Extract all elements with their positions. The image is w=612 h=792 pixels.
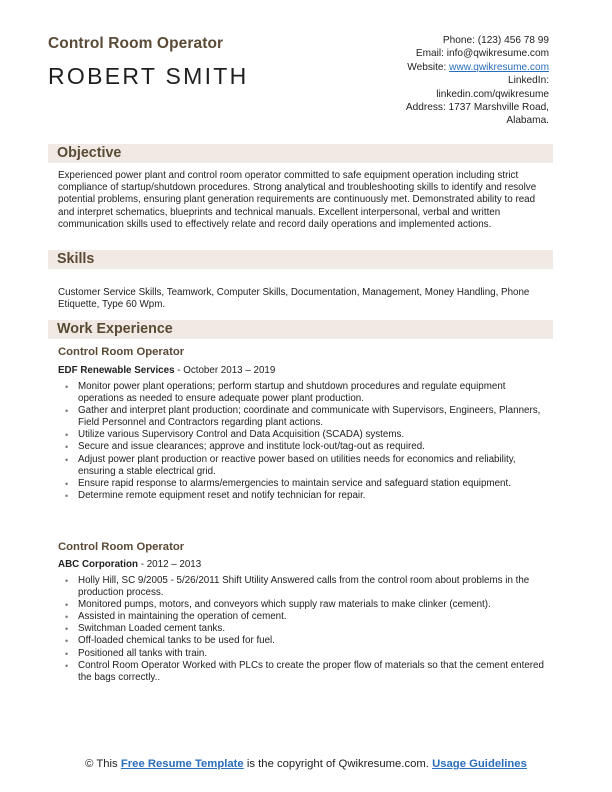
person-name: ROBERT SMITH (48, 63, 249, 89)
section-skills (48, 250, 553, 269)
list-item (64, 611, 544, 623)
job-2-dates: - 2012 – 2013 (138, 559, 202, 570)
bullet-icon: • (65, 382, 69, 392)
bullet-text: Secure and issue clearances; approve and institute lock-out/tag-out as required. (78, 441, 425, 453)
job-1-company: EDF Renewable Services (58, 365, 175, 376)
section-skills-heading: Skills (57, 251, 95, 267)
bullet-text: Positioned all tanks with train. (78, 647, 208, 659)
contact-linkedin-value: linkedin.com/qwikresume (436, 88, 549, 100)
bullet-text: Holly Hill, SC 9/2005 - 5/26/2011 Shift Utility Answered calls from the control room about problems in the production process. (78, 575, 530, 599)
footer-copyright: © This (85, 758, 121, 770)
bullet-text: Monitored pumps, motors, and conveyors which supply raw materials to make clinker (cement). (78, 599, 491, 611)
job-1-bullets (64, 381, 544, 502)
job-1-title: Control Room Operator (58, 346, 185, 358)
list-item (64, 599, 544, 611)
bullet-icon: • (65, 576, 69, 586)
list-item (64, 454, 544, 478)
bullet-icon: • (65, 442, 69, 453)
contact-phone: Phone: (123) 456 78 99 (442, 35, 549, 46)
section-work-experience (48, 320, 553, 339)
list-item (64, 660, 544, 684)
bullet-icon: • (65, 406, 69, 417)
job-2-company-line (58, 559, 201, 570)
job-2-company: ABC Corporation (58, 559, 139, 570)
contact-linkedin-label: LinkedIn: (508, 75, 549, 87)
bullet-text: Switchman Loaded cement tanks. (78, 623, 226, 635)
website-link[interactable]: www.qwikresume.com (449, 61, 549, 73)
bullet-icon: • (65, 636, 69, 647)
bullet-text: Ensure rapid response to alarms/emergencies to maintain service and safeguard station equipment. (78, 477, 511, 489)
job-1-dates: - October 2013 – 2019 (174, 365, 276, 376)
list-item (64, 441, 544, 453)
footer-middle: is the copyright of Qwikresume.com. (243, 758, 433, 770)
usage-guidelines-link[interactable]: Usage Guidelines (432, 758, 527, 770)
contact-website (309, 61, 549, 74)
bullet-text: Off-loaded chemical tanks to be used for fuel. (78, 635, 275, 647)
objective-text: Experienced power plant and control room operator committed to safe equipment operation including strict compliance of startup/shutdown procedures. Strong analytical and troubleshooting skills to identify and resolve potential problems, ensuring plant generation requirements are continuously met. Demonstrated ability to read and interpret schematics, blueprints and technical manuals. Excellent interpersonal, verbal and written communication skills used to effectively relate and record daily operations and implemented actions. (58, 170, 537, 230)
free-resume-template-link[interactable]: Free Resume Template (120, 758, 244, 770)
list-item (64, 405, 544, 429)
bullet-text: Determine remote equipment reset and notify technician for repair. (78, 489, 366, 501)
bullet-text: Gather and interpret plant production; coordinate and communicate with Supervisors, Engineers, Planners, Field Personnel and Contractors regarding plant actions. (78, 405, 541, 429)
list-item (64, 381, 544, 405)
bullet-text: Adjust power plant production or reactive power based on utilities needs for economics and reliability, ensuring a stable electrical grid. (78, 453, 516, 477)
bullet-icon: • (65, 648, 69, 659)
contact-address-line2: Alabama. (506, 115, 549, 127)
contact-address-line1: Address: 1737 Marshville Road, (405, 102, 549, 114)
bullet-text: Monitor power plant operations; perform startup and shutdown procedures and regulate equipment operations as needed to ensure adequate power plant production. (78, 381, 506, 405)
list-item (64, 478, 544, 490)
bullet-icon: • (65, 612, 69, 623)
list-item (64, 623, 544, 635)
skills-text: Customer Service Skills, Teamwork, Computer Skills, Documentation, Management, Money Handling, Phone Etiquette, Type 60 Wpm. (58, 287, 530, 311)
job-2-title: Control Room Operator (58, 541, 185, 553)
list-item (64, 575, 544, 599)
bullet-icon: • (65, 430, 69, 441)
bullet-icon: • (65, 454, 69, 465)
bullet-icon: • (65, 660, 69, 671)
list-item (64, 429, 544, 441)
section-objective (48, 144, 553, 163)
contact-block (309, 34, 549, 128)
website-label: Website: (407, 61, 450, 73)
bullet-icon: • (65, 478, 69, 489)
contact-email: Email: info@qwikresume.com (415, 48, 549, 60)
list-item (64, 648, 544, 660)
bullet-text: Assisted in maintaining the operation of cement. (78, 611, 287, 623)
bullet-text: Control Room Operator Worked with PLCs to create the proper flow of materials so that the cement entered the bags correctly.. (78, 659, 544, 683)
list-item (64, 635, 544, 647)
footer (80, 758, 532, 772)
bullet-icon: • (65, 600, 69, 611)
job-title: Control Room Operator (48, 35, 224, 52)
job-1-company-line (58, 365, 275, 376)
bullet-icon: • (65, 624, 69, 635)
section-work-heading: Work Experience (57, 321, 173, 337)
list-item (64, 490, 544, 502)
section-objective-heading: Objective (57, 145, 122, 161)
job-2-bullets (64, 575, 544, 684)
bullet-text: Utilize various Supervisory Control and Data Acquisition (SCADA) systems. (78, 429, 405, 441)
bullet-icon: • (65, 490, 69, 501)
